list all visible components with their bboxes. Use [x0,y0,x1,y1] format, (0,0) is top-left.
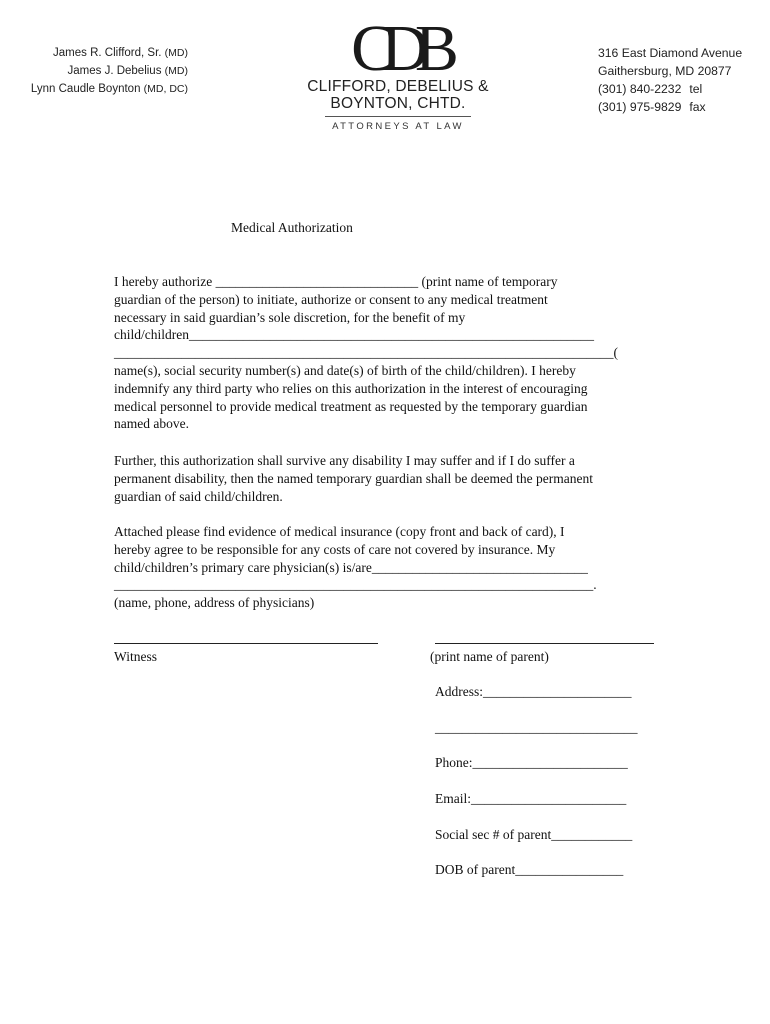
firm-address-block [598,44,766,116]
document-title: Medical Authorization [231,220,353,235]
attorney-jurisdiction: (MD) [164,65,188,77]
paragraph-line: _______________________________________________________________________. [114,577,597,593]
parent-dob-field: DOB of parent________________ [435,862,624,877]
paragraph-line: permanent disability, then the named temporary guardian shall be deemed the permanent [114,470,593,486]
address-street: 316 East Diamond Avenue [598,46,743,60]
phone-number: (301) 840-2232 [598,82,682,96]
parent-phone-field: Phone:_______________________ [435,755,628,770]
paragraph-line: Attached please find evidence of medical insurance (copy front and back of card), I [114,524,565,539]
authorization-paragraph [114,273,660,433]
parent-name-line [435,643,654,644]
attorney-jurisdiction: (MD) [164,47,188,59]
attorney-entry [20,62,188,80]
attorney-name: James R. Clifford, Sr. [53,47,162,59]
logo-letters: CDB [351,14,445,78]
firm-tagline: ATTORNEYS AT LAW [332,121,464,132]
paragraph-line: __________________________________________________________________________( [114,345,618,361]
attorney-name: James J. Debelius [67,65,162,77]
firm-divider [325,116,471,117]
firm-name [292,78,504,112]
parent-address-line2: ______________________________ [435,720,638,735]
firm-logo-monogram [338,14,458,78]
paragraph-line: I hereby authorize ______________________________ (print name of temporary [114,274,558,289]
witness-label: Witness [114,649,157,664]
paragraph-line: necessary in said guardian’s sole discretion, for the benefit of my [114,309,466,325]
firm-name-line1: CLIFFORD, DEBELIUS & [307,78,489,95]
fax-number: (301) 975-9829 [598,100,682,114]
paragraph-line: child/children’s primary care physician(s) is/are________________________________ [114,559,588,575]
paragraph-line: name(s), social security number(s) and date(s) of birth of the child/children). I hereby [114,362,576,378]
parent-name-label: (print name of parent) [430,649,549,664]
paragraph-line: Further, this authorization shall survive any disability I may suffer and if I do suffer a [114,453,575,468]
paragraph-line: guardian of said child/children. [114,488,283,504]
attorney-entry [20,80,188,98]
paragraph-line: hereby agree to be responsible for any costs of care not covered by insurance. My [114,541,556,557]
paragraph-line: medical personnel to provide medical treatment as requested by the temporary guardian [114,398,588,414]
address-city: Gaithersburg, MD 20877 [598,64,732,78]
attorney-list [20,44,188,98]
attorney-jurisdiction: (MD, DC) [143,83,188,95]
disability-paragraph [114,452,660,505]
phone-label: tel [689,82,703,96]
phone-row [598,80,766,98]
attorney-entry [20,44,188,62]
fax-label: fax [689,100,706,114]
paragraph-line: (name, phone, address of physicians) [114,595,315,611]
paragraph-line: indemnify any third party who relies on this authorization in the interest of encouraging [114,380,588,396]
attorney-name: Lynn Caudle Boynton [30,83,141,95]
witness-signature-line [114,643,378,644]
fax-row [598,98,766,116]
parent-ssn-field: Social sec # of parent____________ [435,827,633,842]
paragraph-line: child/children____________________________________________________________ [114,327,594,343]
parent-address-field: Address:______________________ [435,684,632,699]
parent-email-field: Email:_______________________ [435,791,627,806]
paragraph-line: named above. [114,416,189,432]
insurance-paragraph [114,523,660,612]
firm-name-line2: BOYNTON, CHTD. [330,95,466,112]
paragraph-line: guardian of the person) to initiate, authorize or consent to any medical treatment [114,291,548,307]
